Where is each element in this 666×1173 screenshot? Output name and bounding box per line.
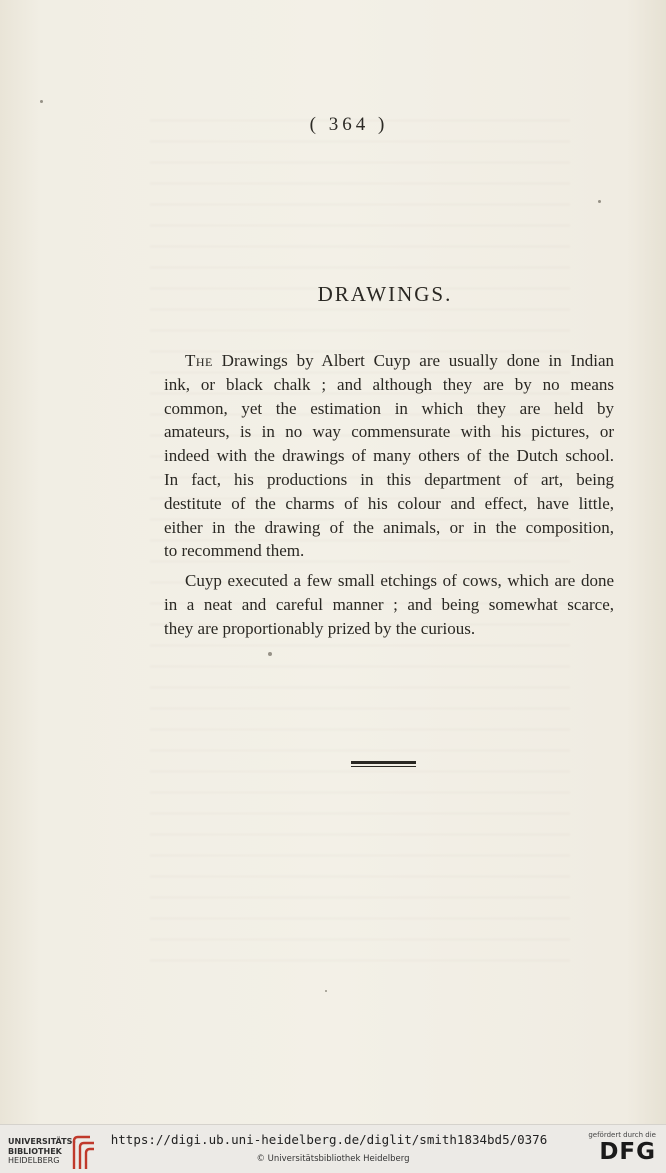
paper-speck bbox=[40, 100, 43, 103]
paragraph-line: to recommend them. bbox=[164, 541, 305, 561]
funding-note: gefördert durch die bbox=[588, 1131, 656, 1139]
page-number: ( 364 ) bbox=[309, 114, 389, 135]
citation-url-link[interactable]: https://digi.ub.uni-heidelberg.de/diglit/smith1834bd5/0376 bbox=[110, 1132, 548, 1147]
paragraph-line: In fact, his productions in this department of art, being bbox=[164, 469, 614, 489]
logo-line: HEIDELBERG bbox=[8, 1156, 60, 1165]
small-caps-lead-word: The bbox=[185, 351, 213, 370]
paragraph-line: Cuyp executed a few small etchings of cows, which are done bbox=[185, 571, 614, 590]
dfg-funding-badge[interactable] bbox=[584, 1131, 656, 1164]
paragraph-1 bbox=[164, 349, 614, 563]
paper-speck bbox=[325, 990, 327, 992]
paragraph-2 bbox=[164, 569, 614, 640]
paragraph-line: they are proportionably prized by the curious. bbox=[164, 618, 476, 638]
paragraph-line: in a neat and careful manner ; and being somewhat scarce, bbox=[164, 594, 614, 614]
paragraph-line: either in the drawing of the animals, or in the composition, bbox=[164, 517, 614, 537]
paragraph-line: The Drawings by Albert Cuyp are usually done in Indian bbox=[185, 351, 614, 370]
paper-speck bbox=[598, 200, 601, 203]
paragraph-line: indeed with the drawings of many others of the Dutch school. bbox=[164, 446, 614, 466]
paper-speck bbox=[268, 652, 272, 656]
logo-line: BIBLIOTHEK bbox=[8, 1146, 62, 1156]
end-rule-divider bbox=[351, 761, 416, 767]
dfg-logo: DFG bbox=[599, 1139, 656, 1165]
section-heading: DRAWINGS. bbox=[317, 282, 453, 306]
viewer-footer-bar bbox=[0, 1124, 666, 1173]
paragraph-line: common, yet the estimation in which they are held by bbox=[164, 398, 614, 418]
logo-line: UNIVERSITÄTS- bbox=[8, 1137, 76, 1146]
paragraph-line: destitute of the charms of his colour and effect, have little, bbox=[164, 493, 614, 513]
paragraph-line: ink, or black chalk ; and although they are by no means bbox=[164, 374, 614, 394]
paragraph-line: amateurs, is in no way commensurate with his pictures, or bbox=[164, 422, 614, 442]
copyright-notice: © Universitätsbibliothek Heidelberg bbox=[256, 1154, 410, 1164]
